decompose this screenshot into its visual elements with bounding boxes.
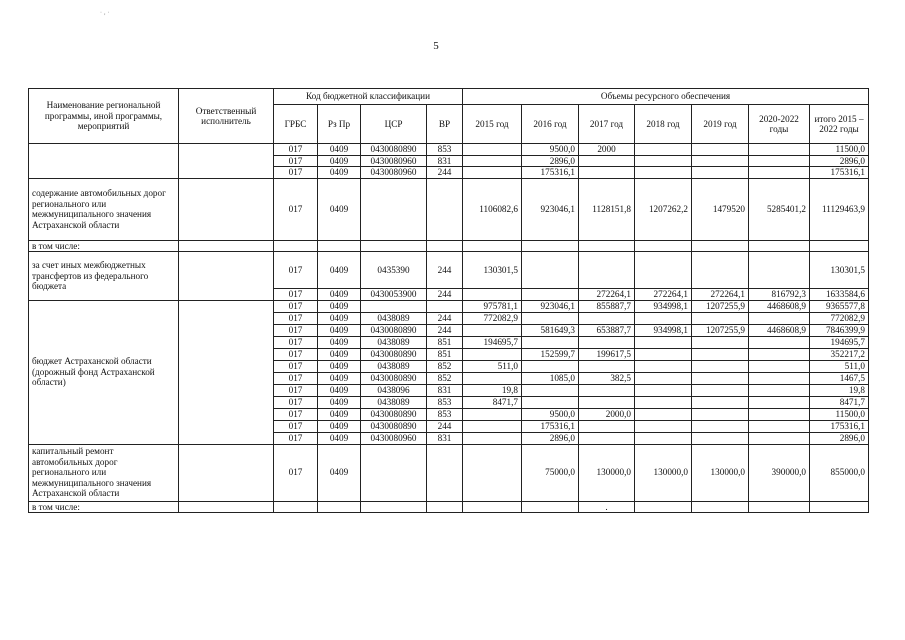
value-2016-cell: 1085,0 (522, 372, 579, 384)
header-name: Наименование региональной программы, иной программы, мероприятий (29, 89, 179, 144)
value-2017-cell (579, 384, 635, 396)
rzpr-cell: 0409 (318, 252, 361, 289)
value-2015-cell (463, 348, 522, 360)
value-total-cell: 9365577,8 (810, 300, 869, 312)
value-2016-cell (522, 396, 579, 408)
vr-cell: 831 (427, 384, 463, 396)
executor-cell-continued (179, 144, 274, 179)
value-2020-2022-cell (749, 155, 810, 167)
value-2016-cell (522, 384, 579, 396)
value-2015-cell: 511,0 (463, 360, 522, 372)
value-2017-cell: 199617,5 (579, 348, 635, 360)
value-2016-cell (522, 289, 579, 301)
value-2018-cell (635, 432, 692, 444)
value-2016-cell (522, 240, 579, 252)
value-2016-cell (522, 501, 579, 513)
value-total-cell: 130301,5 (810, 252, 869, 289)
csr-cell: 0430080890 (361, 348, 427, 360)
vr-cell: 852 (427, 372, 463, 384)
value-2016-cell: 923046,1 (522, 300, 579, 312)
csr-cell: 0438089 (361, 360, 427, 372)
value-2019-cell (692, 336, 749, 348)
value-total-cell: 1467,5 (810, 372, 869, 384)
header-resource-volume: Объемы ресурсного обеспечения (463, 89, 869, 105)
capital-repair-name-cell: капитальный ремонт автомобильных дорог регионального или межмуниципального значения Астраханской области (29, 444, 179, 501)
rzpr-cell (318, 240, 361, 252)
grbs-cell: 017 (274, 324, 318, 336)
value-2019-cell (692, 420, 749, 432)
value-total-cell: 175316,1 (810, 167, 869, 179)
executor-cell (179, 501, 274, 513)
rzpr-cell: 0409 (318, 444, 361, 501)
value-2018-cell (635, 372, 692, 384)
vr-cell: 244 (427, 289, 463, 301)
rzpr-cell: 0409 (318, 155, 361, 167)
value-2018-cell: 934998,1 (635, 324, 692, 336)
value-2020-2022-cell: 816792,3 (749, 289, 810, 301)
vr-cell: 244 (427, 252, 463, 289)
csr-cell: 0430080960 (361, 155, 427, 167)
value-2019-cell (692, 155, 749, 167)
value-2015-cell: 1106082,6 (463, 178, 522, 240)
value-total-cell: 7846399,9 (810, 324, 869, 336)
header-executor: Ответственный исполнитель (179, 89, 274, 144)
header-2017: 2017 год (579, 105, 635, 144)
vr-cell (427, 501, 463, 513)
value-2020-2022-cell (749, 348, 810, 360)
grbs-cell: 017 (274, 167, 318, 179)
value-total-cell: 11129463,9 (810, 178, 869, 240)
rzpr-cell: 0409 (318, 384, 361, 396)
value-2017-cell (579, 167, 635, 179)
value-total-cell: 194695,7 (810, 336, 869, 348)
value-2019-cell: 272264,1 (692, 289, 749, 301)
csr-cell: 0430080890 (361, 408, 427, 420)
csr-cell: 0430080890 (361, 372, 427, 384)
value-2018-cell (635, 408, 692, 420)
value-2020-2022-cell: 4468608,9 (749, 300, 810, 312)
value-2017-cell: 855887,7 (579, 300, 635, 312)
value-2016-cell (522, 336, 579, 348)
value-2018-cell (635, 336, 692, 348)
page-number: 5 (433, 40, 439, 52)
header-rzpr: Рз Пр (318, 105, 361, 144)
rzpr-cell: 0409 (318, 408, 361, 420)
value-2017-cell: 130000,0 (579, 444, 635, 501)
value-2017-cell (579, 312, 635, 324)
header-2015: 2015 год (463, 105, 522, 144)
value-total-cell: 2896,0 (810, 432, 869, 444)
csr-cell (361, 300, 427, 312)
vr-cell: 853 (427, 408, 463, 420)
csr-cell: 0435390 (361, 252, 427, 289)
value-2015-cell (463, 420, 522, 432)
value-2016-cell: 175316,1 (522, 420, 579, 432)
csr-cell (361, 178, 427, 240)
header-2016: 2016 год (522, 105, 579, 144)
value-2019-cell (692, 360, 749, 372)
vr-cell: 852 (427, 360, 463, 372)
grbs-cell (274, 240, 318, 252)
value-2019-cell (692, 252, 749, 289)
value-2017-cell (579, 336, 635, 348)
value-2020-2022-cell: 390000,0 (749, 444, 810, 501)
federal-name-cell: за счет иных межбюджетных трансфертов из федерального бюджета (29, 252, 179, 301)
executor-cell (179, 178, 274, 240)
vr-cell: 853 (427, 396, 463, 408)
value-2020-2022-cell (749, 167, 810, 179)
vr-cell: 851 (427, 348, 463, 360)
rzpr-cell: 0409 (318, 432, 361, 444)
value-2018-cell (635, 312, 692, 324)
value-2016-cell: 75000,0 (522, 444, 579, 501)
value-2019-cell (692, 396, 749, 408)
grbs-cell: 017 (274, 384, 318, 396)
value-2019-cell (692, 501, 749, 513)
csr-cell (361, 240, 427, 252)
grbs-cell: 017 (274, 300, 318, 312)
value-2018-cell (635, 240, 692, 252)
value-2018-cell (635, 144, 692, 156)
header-2020-2022: 2020-2022 годы (749, 105, 810, 144)
rzpr-cell: 0409 (318, 360, 361, 372)
value-2019-cell (692, 348, 749, 360)
value-2020-2022-cell (749, 501, 810, 513)
vr-cell: 244 (427, 312, 463, 324)
csr-cell: 0438089 (361, 396, 427, 408)
value-2020-2022-cell (749, 336, 810, 348)
rzpr-cell: 0409 (318, 300, 361, 312)
rzpr-cell: 0409 (318, 336, 361, 348)
value-total-cell: 511,0 (810, 360, 869, 372)
value-2016-cell (522, 252, 579, 289)
value-2020-2022-cell (749, 252, 810, 289)
vr-cell: 244 (427, 420, 463, 432)
vr-cell: 851 (427, 336, 463, 348)
value-2019-cell (692, 432, 749, 444)
value-2020-2022-cell (749, 240, 810, 252)
value-2015-cell: 130301,5 (463, 252, 522, 289)
value-2015-cell (463, 324, 522, 336)
table-row (29, 501, 869, 513)
value-2020-2022-cell (749, 384, 810, 396)
value-2020-2022-cell (749, 420, 810, 432)
grbs-cell: 017 (274, 336, 318, 348)
vr-cell (427, 240, 463, 252)
grbs-cell: 017 (274, 360, 318, 372)
grbs-cell: 017 (274, 372, 318, 384)
vr-cell: 244 (427, 324, 463, 336)
value-2015-cell (463, 444, 522, 501)
table-row (29, 300, 869, 312)
value-2019-cell: 1479520 (692, 178, 749, 240)
grbs-cell: 017 (274, 312, 318, 324)
vr-cell: 244 (427, 167, 463, 179)
vr-cell: 831 (427, 155, 463, 167)
value-2016-cell (522, 360, 579, 372)
value-2019-cell: 1207255,9 (692, 300, 749, 312)
value-2016-cell: 923046,1 (522, 178, 579, 240)
grbs-cell: 017 (274, 444, 318, 501)
grbs-cell: 017 (274, 408, 318, 420)
value-total-cell: 352217,2 (810, 348, 869, 360)
value-2017-cell: 653887,7 (579, 324, 635, 336)
value-2015-cell (463, 501, 522, 513)
csr-cell: 0438089 (361, 312, 427, 324)
header-total: итого 2015 – 2022 годы (810, 105, 869, 144)
executor-cell (179, 300, 274, 444)
value-total-cell: 855000,0 (810, 444, 869, 501)
value-2018-cell (635, 396, 692, 408)
value-2018-cell (635, 360, 692, 372)
value-2015-cell: 975781,1 (463, 300, 522, 312)
rzpr-cell: 0409 (318, 420, 361, 432)
value-2020-2022-cell (749, 372, 810, 384)
header-2019: 2019 год (692, 105, 749, 144)
vr-cell (427, 300, 463, 312)
value-2017-cell: 382,5 (579, 372, 635, 384)
table-row (29, 178, 869, 240)
value-2020-2022-cell (749, 408, 810, 420)
value-2020-2022-cell (749, 396, 810, 408)
regional-budget-name-cell: бюджет Астраханской области (дорожный фонд Астраханской области) (29, 300, 179, 444)
value-2018-cell (635, 155, 692, 167)
value-2016-cell: 152599,7 (522, 348, 579, 360)
scan-marks: ·,· (100, 10, 112, 16)
maintenance-name-cell: содержание автомобильных дорог регионального или межмуниципального значения Астраханской области (29, 178, 179, 240)
grbs-cell: 017 (274, 178, 318, 240)
value-2017-cell (579, 252, 635, 289)
grbs-cell: 017 (274, 432, 318, 444)
name-cell-continued (29, 144, 179, 179)
value-2020-2022-cell (749, 360, 810, 372)
value-2019-cell (692, 372, 749, 384)
value-2015-cell (463, 289, 522, 301)
value-2016-cell: 9500,0 (522, 144, 579, 156)
rzpr-cell: 0409 (318, 167, 361, 179)
value-2017-cell (579, 420, 635, 432)
rzpr-cell (318, 501, 361, 513)
table-row (29, 144, 869, 156)
csr-cell: 0430080890 (361, 144, 427, 156)
csr-cell: 0438089 (361, 336, 427, 348)
value-2018-cell: 1207262,2 (635, 178, 692, 240)
value-2017-cell (579, 432, 635, 444)
value-total-cell (810, 501, 869, 513)
csr-cell: 0430080890 (361, 324, 427, 336)
csr-cell: 0430080960 (361, 432, 427, 444)
csr-cell: 0438096 (361, 384, 427, 396)
vr-cell: 853 (427, 144, 463, 156)
value-2019-cell (692, 240, 749, 252)
rzpr-cell: 0409 (318, 312, 361, 324)
including-label-cell: в том числе: (29, 501, 179, 513)
vr-cell (427, 178, 463, 240)
grbs-cell: 017 (274, 396, 318, 408)
value-2016-cell: 9500,0 (522, 408, 579, 420)
value-2018-cell (635, 252, 692, 289)
value-2018-cell (635, 348, 692, 360)
value-2015-cell (463, 240, 522, 252)
value-2015-cell: 194695,7 (463, 336, 522, 348)
value-total-cell (810, 240, 869, 252)
value-2020-2022-cell (749, 144, 810, 156)
value-2016-cell: 175316,1 (522, 167, 579, 179)
executor-cell (179, 240, 274, 252)
value-2015-cell (463, 432, 522, 444)
value-2019-cell (692, 312, 749, 324)
header-budget-code: Код бюджетной классификации (274, 89, 463, 105)
header-2018: 2018 год (635, 105, 692, 144)
value-2018-cell: 272264,1 (635, 289, 692, 301)
rzpr-cell: 0409 (318, 348, 361, 360)
value-2018-cell: 934998,1 (635, 300, 692, 312)
including-label-cell: в том числе: (29, 240, 179, 252)
value-2015-cell (463, 372, 522, 384)
header-vr: ВР (427, 105, 463, 144)
value-2015-cell (463, 408, 522, 420)
rzpr-cell: 0409 (318, 144, 361, 156)
value-total-cell: 8471,7 (810, 396, 869, 408)
value-2020-2022-cell: 4468608,9 (749, 324, 810, 336)
value-2019-cell (692, 167, 749, 179)
rzpr-cell: 0409 (318, 178, 361, 240)
value-2018-cell: 130000,0 (635, 444, 692, 501)
value-2016-cell: 2896,0 (522, 432, 579, 444)
rzpr-cell: 0409 (318, 396, 361, 408)
grbs-cell: 017 (274, 289, 318, 301)
grbs-cell: 017 (274, 144, 318, 156)
csr-cell: 0430053900 (361, 289, 427, 301)
csr-cell: 0430080890 (361, 420, 427, 432)
value-total-cell: 772082,9 (810, 312, 869, 324)
value-total-cell: 175316,1 (810, 420, 869, 432)
value-2017-cell: 2000,0 (579, 408, 635, 420)
value-2018-cell (635, 420, 692, 432)
value-2017-cell (579, 155, 635, 167)
value-2015-cell (463, 167, 522, 179)
rzpr-cell: 0409 (318, 289, 361, 301)
executor-cell (179, 444, 274, 501)
value-2016-cell: 581649,3 (522, 324, 579, 336)
value-total-cell: 11500,0 (810, 144, 869, 156)
value-total-cell: 19,8 (810, 384, 869, 396)
value-2017-cell: . (579, 501, 635, 513)
executor-cell (179, 252, 274, 301)
value-2015-cell: 772082,9 (463, 312, 522, 324)
value-2015-cell (463, 155, 522, 167)
value-total-cell: 11500,0 (810, 408, 869, 420)
table-row (29, 240, 869, 252)
csr-cell: 0430080960 (361, 167, 427, 179)
value-2019-cell (692, 384, 749, 396)
grbs-cell: 017 (274, 155, 318, 167)
value-2016-cell (522, 312, 579, 324)
grbs-cell: 017 (274, 420, 318, 432)
value-2017-cell (579, 396, 635, 408)
value-2019-cell (692, 408, 749, 420)
value-2019-cell (692, 144, 749, 156)
value-2018-cell (635, 167, 692, 179)
value-2016-cell: 2896,0 (522, 155, 579, 167)
value-2017-cell: 2000 (579, 144, 635, 156)
csr-cell (361, 501, 427, 513)
rzpr-cell: 0409 (318, 324, 361, 336)
value-2020-2022-cell (749, 312, 810, 324)
value-2015-cell: 19,8 (463, 384, 522, 396)
value-2017-cell: 272264,1 (579, 289, 635, 301)
csr-cell (361, 444, 427, 501)
grbs-cell (274, 501, 318, 513)
value-total-cell: 2896,0 (810, 155, 869, 167)
value-2018-cell (635, 384, 692, 396)
rzpr-cell: 0409 (318, 372, 361, 384)
value-2018-cell (635, 501, 692, 513)
value-2019-cell: 1207255,9 (692, 324, 749, 336)
vr-cell: 831 (427, 432, 463, 444)
value-2015-cell (463, 144, 522, 156)
table-row (29, 444, 869, 501)
value-total-cell: 1633584,6 (810, 289, 869, 301)
table-row (29, 252, 869, 289)
vr-cell (427, 444, 463, 501)
value-2020-2022-cell (749, 432, 810, 444)
value-2017-cell: 1128151,8 (579, 178, 635, 240)
header-csr: ЦСР (361, 105, 427, 144)
resource-table (28, 88, 869, 513)
value-2019-cell: 130000,0 (692, 444, 749, 501)
value-2017-cell (579, 240, 635, 252)
value-2015-cell: 8471,7 (463, 396, 522, 408)
grbs-cell: 017 (274, 252, 318, 289)
grbs-cell: 017 (274, 348, 318, 360)
value-2017-cell (579, 360, 635, 372)
value-2020-2022-cell: 5285401,2 (749, 178, 810, 240)
header-grbs: ГРБС (274, 105, 318, 144)
